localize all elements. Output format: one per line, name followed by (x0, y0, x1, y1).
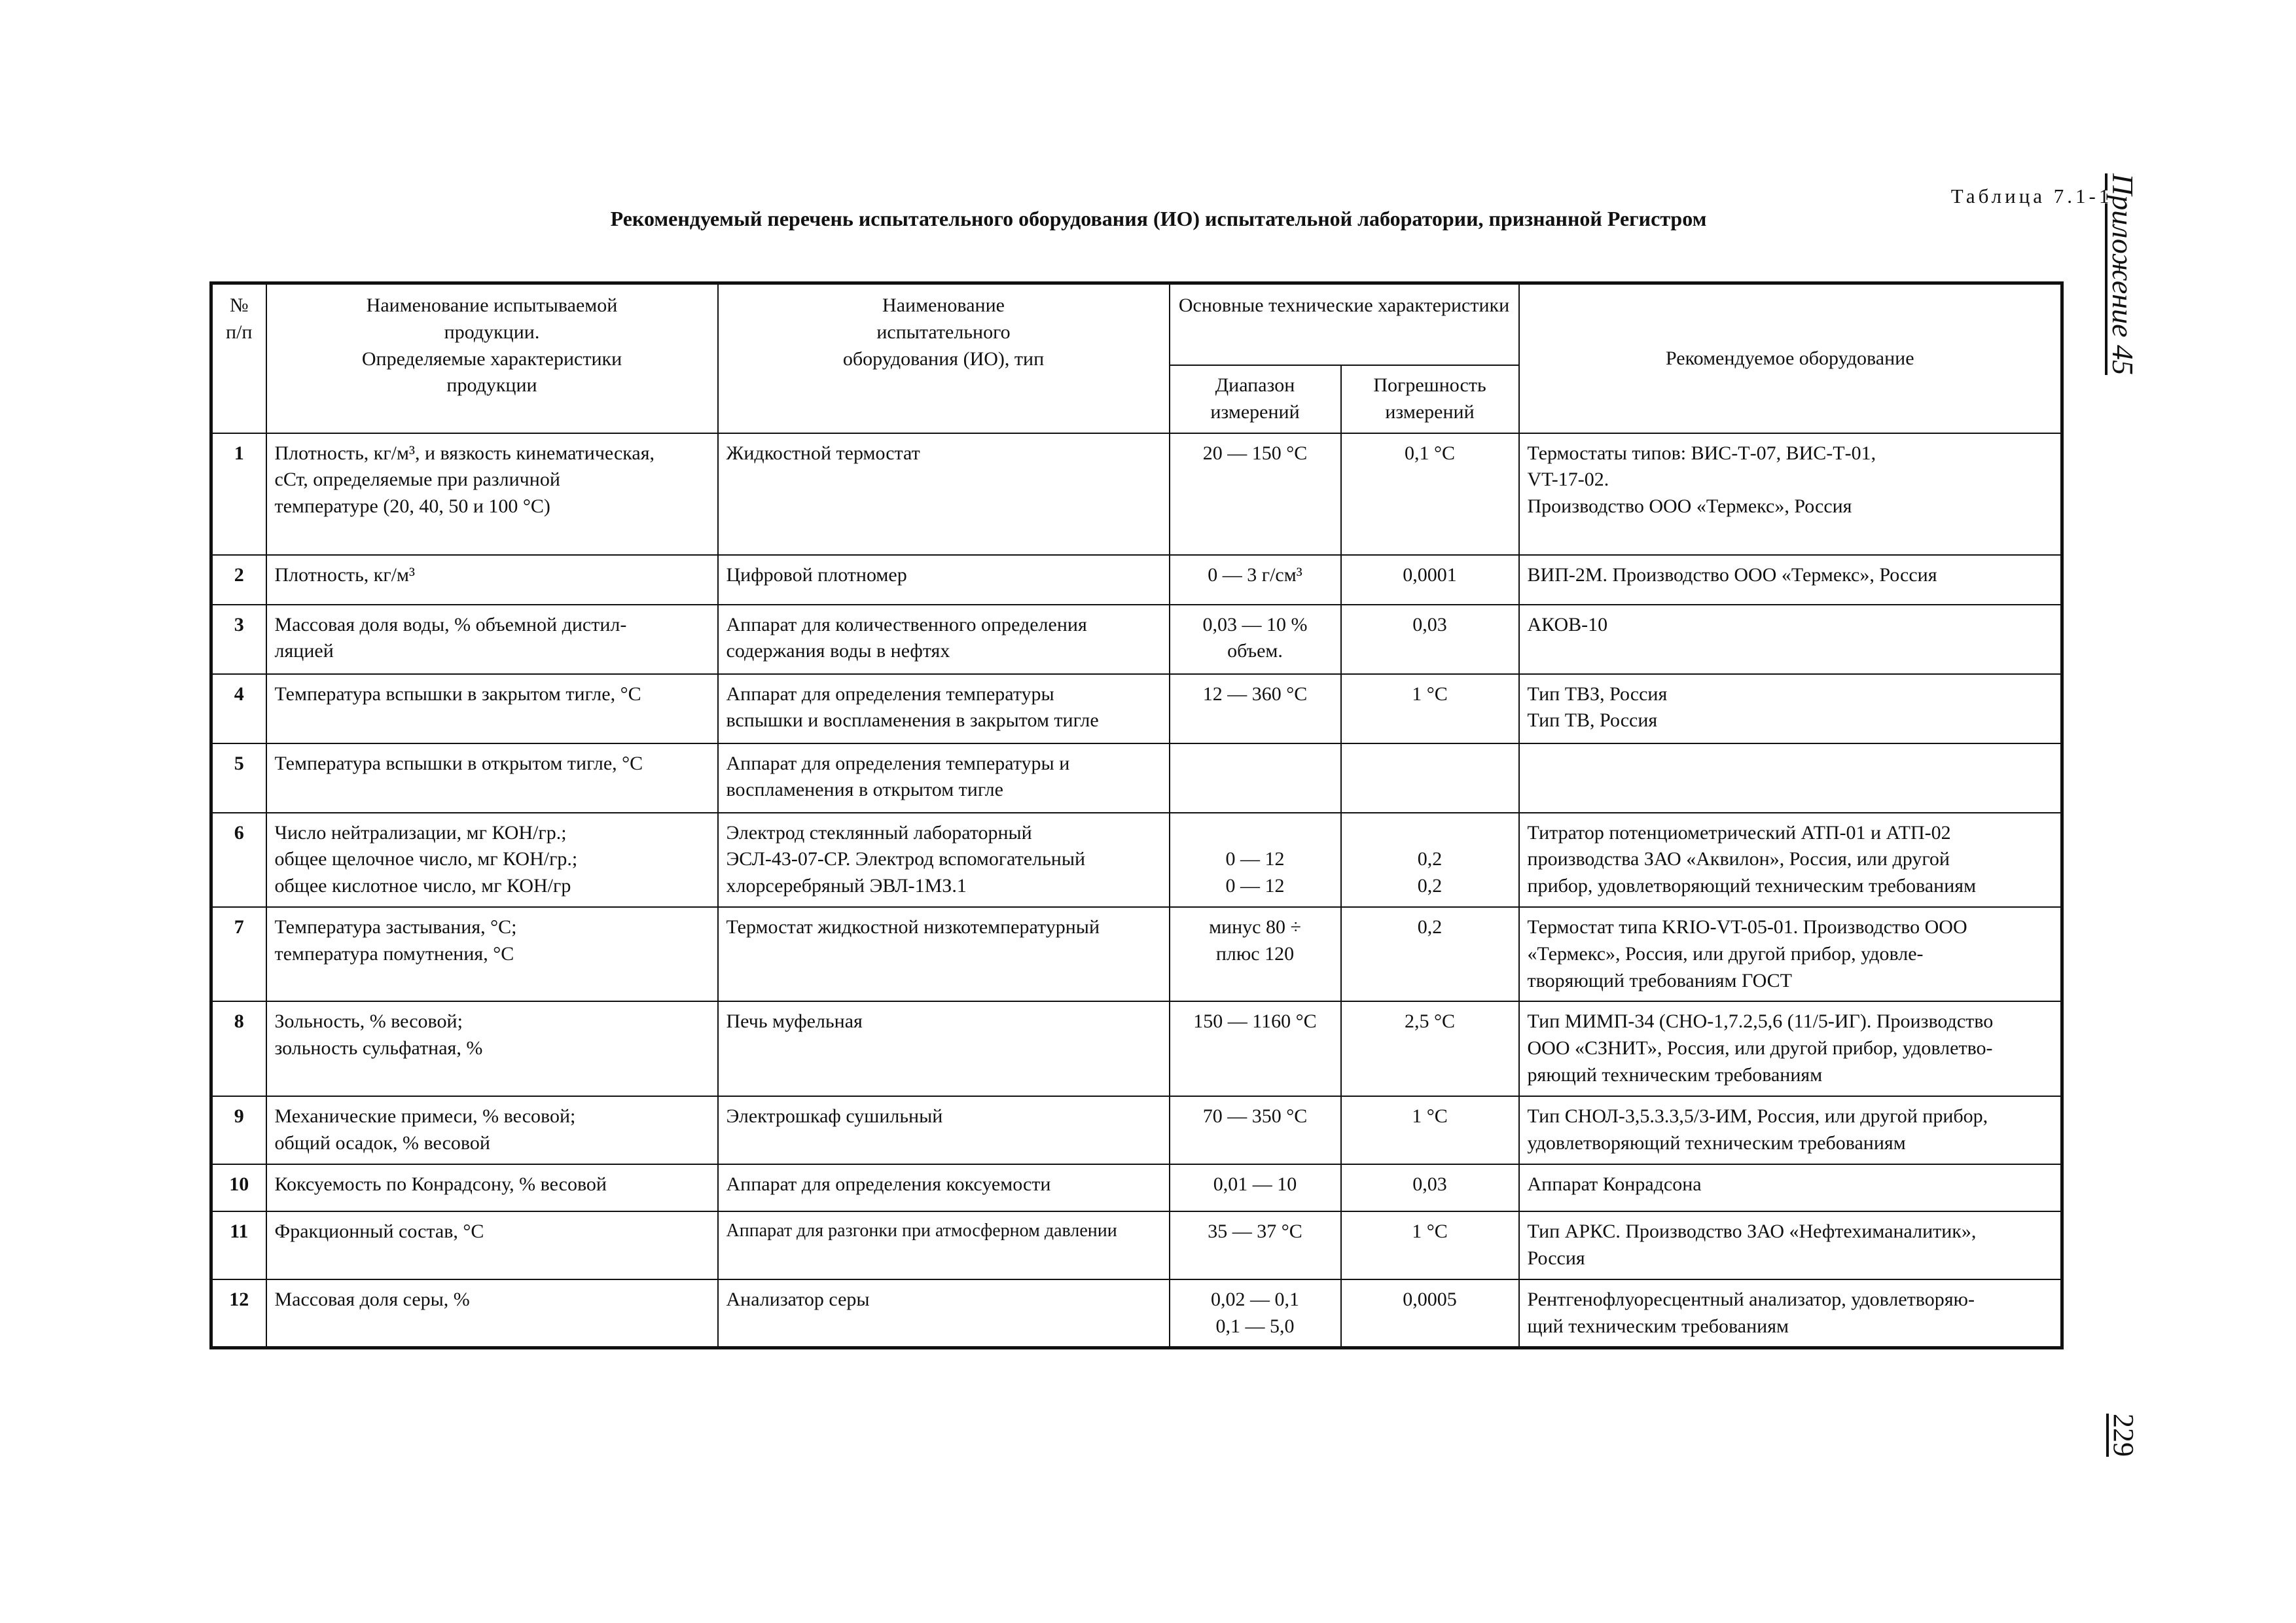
cell-range (1170, 1096, 1341, 1164)
row-range-line: 20 — 150 °С (1202, 442, 1308, 464)
row-equipment-line: хлорсеребряный ЭВЛ-1МЗ.1 (726, 875, 967, 897)
header-product-line: продукции. (444, 321, 540, 343)
row-recommended-line: АКОВ-10 (1527, 613, 1608, 635)
cell-product (266, 555, 718, 605)
header-tech: Основные технические характеристики (1170, 283, 1519, 366)
header-range: Диапазон измерений (1170, 365, 1341, 433)
cell-recommended (1519, 1001, 2062, 1096)
table-number-label: Таблица 7.1-1 (1950, 185, 2113, 207)
row-recommended-line: ООО «СЗНИТ», Россия, или другой прибор, удовлетво- (1527, 1037, 1993, 1060)
row-product-line: Механические примеси, % весовой; (274, 1105, 576, 1127)
cell-product (266, 1211, 718, 1279)
header-equipment (718, 283, 1170, 433)
row-equipment-line: Аппарат для разгонки при атмосферном давлении (726, 1220, 1117, 1241)
row-error-line: 0,2 (1417, 875, 1443, 897)
row-recommended-line: Тип АРКС. Производство ЗАО «Нефтехиманалитик», (1527, 1220, 1977, 1242)
cell-error (1341, 1279, 1519, 1348)
cell-error (1341, 605, 1519, 674)
row-equipment-line: Аппарат для количественного определения (726, 613, 1087, 635)
row-recommended-line: Россия (1527, 1247, 1585, 1269)
header-num: № п/п (211, 283, 266, 433)
row-product-line: общий осадок, % весовой (274, 1132, 490, 1154)
row-equipment-line: Жидкостной термостат (726, 442, 920, 464)
row-product-line: ляцией (274, 640, 334, 662)
row-range-line: 0 — 12 (1225, 848, 1285, 870)
row-number: 4 (211, 674, 266, 743)
row-error-line: 0,2 (1417, 848, 1443, 870)
row-number: 12 (211, 1279, 266, 1348)
header-equipment-line: оборудования (ИО), тип (842, 348, 1045, 370)
row-recommended-line: ряющий техническим требованиям (1527, 1063, 1823, 1086)
row-recommended-line: VT-17-02. (1527, 469, 1609, 491)
row-error-line: 1 °С (1412, 1105, 1448, 1127)
table-title: Рекомендуемый перечень испытательного оборудования (ИО) испытательной лаборатории, признанной Регистром (610, 207, 1707, 230)
appendix-label: Приложение 45 (2106, 173, 2140, 376)
cell-range (1170, 907, 1341, 1001)
cell-error (1341, 674, 1519, 743)
cell-equipment (718, 433, 1170, 555)
cell-recommended (1519, 907, 2062, 1001)
row-product-line: Температура застывания, °С; (274, 916, 517, 938)
row-product-line: Плотность, кг/м³ (274, 563, 415, 586)
row-error-line: 1 °С (1412, 1220, 1448, 1242)
row-equipment-line: воспламенения в открытом тигле (726, 779, 1003, 801)
row-recommended-line: творяющий требованиям ГОСТ (1527, 969, 1793, 991)
row-recommended-line: производства ЗАО «Аквилон», Россия, или другой (1527, 848, 1950, 870)
table-row (211, 555, 2062, 605)
cell-error (1341, 1164, 1519, 1211)
row-range-line: 0 — 12 (1225, 875, 1285, 897)
cell-equipment (718, 1279, 1170, 1348)
cell-error (1341, 1096, 1519, 1164)
cell-range (1170, 1279, 1341, 1348)
cell-error (1341, 433, 1519, 555)
row-error-line: 2,5 °С (1405, 1010, 1456, 1033)
cell-equipment (718, 1164, 1170, 1211)
row-range-line: плюс 120 (1215, 942, 1295, 965)
row-error-line: 0,0001 (1403, 563, 1457, 586)
cell-recommended (1519, 674, 2062, 743)
cell-recommended (1519, 1211, 2062, 1279)
row-product-line: Коксуемость по Конрадсону, % весовой (274, 1173, 607, 1195)
cell-product (266, 1096, 718, 1164)
row-equipment-line: Аппарат для определения коксуемости (726, 1173, 1051, 1195)
cell-recommended (1519, 813, 2062, 907)
table-row (211, 813, 2062, 907)
row-product-line: температура помутнения, °С (274, 942, 514, 965)
row-range-line: 35 — 37 °С (1208, 1220, 1302, 1242)
header-error: Погрешность измерений (1341, 365, 1519, 433)
cell-recommended (1519, 433, 2062, 555)
row-range-line: 0,02 — 0,1 (1211, 1288, 1299, 1310)
row-range-line: 12 — 360 °С (1202, 683, 1308, 705)
cell-product (266, 1164, 718, 1211)
row-error-line: 0,03 (1412, 1173, 1447, 1195)
table-row (211, 674, 2062, 743)
cell-product (266, 907, 718, 1001)
cell-product (266, 674, 718, 743)
row-product-line: общее кислотное число, мг КОН/гр (274, 875, 571, 897)
row-range-line: минус 80 ÷ (1209, 916, 1301, 938)
cell-range (1170, 555, 1341, 605)
row-equipment-line: Электрод стеклянный лабораторный (726, 821, 1032, 844)
row-error-line: 0,0005 (1403, 1288, 1457, 1310)
header-equipment-line: испытательного (876, 321, 1011, 343)
header-recommended: Рекомендуемое оборудование (1519, 283, 2062, 433)
cell-range (1170, 1211, 1341, 1279)
row-error-line: 1 °С (1412, 683, 1448, 705)
cell-error (1341, 907, 1519, 1001)
cell-error (1341, 743, 1519, 813)
cell-recommended (1519, 605, 2062, 674)
table-row (211, 605, 2062, 674)
row-recommended-line: ВИП-2М. Производство ООО «Термекс», Россия (1527, 563, 1937, 586)
row-equipment-line: Цифровой плотномер (726, 563, 907, 586)
row-error-line: 0,2 (1417, 916, 1443, 938)
row-product-line: Температура вспышки в открытом тигле, °С (274, 752, 643, 774)
cell-error (1341, 555, 1519, 605)
row-equipment-line: Анализатор серы (726, 1288, 870, 1310)
row-recommended-line: «Термекс», Россия, или другой прибор, удовле- (1527, 942, 1924, 965)
cell-spacer (1178, 820, 1333, 847)
table-row (211, 1211, 2062, 1279)
row-product-line: температуре (20, 40, 50 и 100 °С) (274, 495, 550, 518)
header-product-line: продукции (446, 374, 537, 397)
cell-range (1170, 674, 1341, 743)
table-row (211, 1096, 2062, 1164)
row-recommended-line: Термостаты типов: ВИС-Т-07, ВИС-Т-01, (1527, 442, 1876, 464)
header-product (266, 283, 718, 433)
row-error-line: 0,03 (1412, 613, 1447, 635)
page-number: 229 (2108, 1414, 2140, 1457)
cell-equipment (718, 813, 1170, 907)
cell-equipment (718, 674, 1170, 743)
row-number: 6 (211, 813, 266, 907)
cell-product (266, 743, 718, 813)
row-recommended-line: Производство ООО «Термекс», Россия (1527, 495, 1852, 518)
row-error-line: 0,1 °С (1405, 442, 1456, 464)
cell-product (266, 433, 718, 555)
row-number: 7 (211, 907, 266, 1001)
row-recommended-line: Тип МИМП-34 (СНО-1,7.2,5,6 (11/5-ИГ). Производство (1527, 1010, 1994, 1033)
cell-equipment (718, 907, 1170, 1001)
cell-error (1341, 813, 1519, 907)
row-product-line: Число нейтрализации, мг КОН/гр.; (274, 821, 567, 844)
table-header-row (211, 283, 2062, 366)
row-recommended-line: прибор, удовлетворяющий техническим требованиям (1527, 875, 1977, 897)
row-equipment-line: содержания воды в нефтях (726, 640, 950, 662)
row-product-line: Плотность, кг/м³, и вязкость кинематическая, (274, 442, 655, 464)
cell-range (1170, 605, 1341, 674)
row-equipment-line: Термостат жидкостной низкотемпературный (726, 916, 1100, 938)
row-number: 5 (211, 743, 266, 813)
row-number: 10 (211, 1164, 266, 1211)
cell-recommended (1519, 555, 2062, 605)
cell-equipment (718, 555, 1170, 605)
cell-product (266, 605, 718, 674)
row-number: 11 (211, 1211, 266, 1279)
cell-recommended (1519, 1096, 2062, 1164)
row-range-line: 0 — 3 г/см³ (1208, 563, 1302, 586)
table-row (211, 743, 2062, 813)
cell-recommended (1519, 743, 2062, 813)
row-product-line: Фракционный состав, °С (274, 1220, 484, 1242)
cell-equipment (718, 1096, 1170, 1164)
cell-range (1170, 743, 1341, 813)
row-product-line: Массовая доля серы, % (274, 1288, 470, 1310)
cell-equipment (718, 1211, 1170, 1279)
row-recommended-line: Аппарат Конрадсона (1527, 1173, 1702, 1195)
cell-spacer (1350, 820, 1511, 847)
row-recommended-line: Тип ТВЗ, Россия (1527, 683, 1668, 705)
row-recommended-line: Тип СНОЛ-3,5.3.3,5/3-ИМ, Россия, или другой прибор, (1527, 1105, 1988, 1127)
header-equipment-line: Наименование (882, 294, 1005, 316)
row-product-line: Массовая доля воды, % объемной дистил- (274, 613, 627, 635)
row-recommended-line: удовлетворяющий техническим требованиям (1527, 1132, 1906, 1154)
cell-range (1170, 1001, 1341, 1096)
row-number: 9 (211, 1096, 266, 1164)
table-row (211, 1164, 2062, 1211)
row-product-line: Температура вспышки в закрытом тигле, °С (274, 683, 641, 705)
row-range-line: 70 — 350 °С (1202, 1105, 1308, 1127)
row-product-line: общее щелочное число, мг КОН/гр.; (274, 848, 578, 870)
row-recommended-line: Титратор потенциометрический АТП-01 и АТП-02 (1527, 821, 1951, 844)
equipment-table (209, 281, 2064, 1349)
cell-equipment (718, 743, 1170, 813)
row-equipment-line: Аппарат для определения температуры (726, 683, 1054, 705)
row-number: 2 (211, 555, 266, 605)
table-row (211, 433, 2062, 555)
row-equipment-line: Электрошкаф сушильный (726, 1105, 943, 1127)
cell-product (266, 1001, 718, 1096)
row-number: 3 (211, 605, 266, 674)
table-row (211, 907, 2062, 1001)
table-row (211, 1279, 2062, 1348)
row-recommended-line: Тип ТВ, Россия (1527, 709, 1658, 732)
row-product-line: сСт, определяемые при различной (274, 469, 560, 491)
row-equipment-line: Аппарат для определения температуры и (726, 752, 1070, 774)
header-product-line: Наименование испытываемой (366, 294, 618, 316)
row-recommended-line: Термостат типа KRIO-VT-05-01. Производство ООО (1527, 916, 1967, 938)
row-range-line: 150 — 1160 °С (1193, 1010, 1317, 1033)
row-range-line: 0,1 — 5,0 (1215, 1315, 1295, 1337)
cell-range (1170, 813, 1341, 907)
row-range-line: объем. (1227, 640, 1283, 662)
row-equipment-line: ЭСЛ-43-07-СР. Электрод вспомогательный (726, 848, 1086, 870)
row-product-line: зольность сульфатная, % (274, 1037, 483, 1060)
row-number: 1 (211, 433, 266, 555)
row-recommended-line: Рентгенофлуоресцентный анализатор, удовлетворяю- (1527, 1288, 1975, 1310)
cell-range (1170, 1164, 1341, 1211)
row-product-line: Зольность, % весовой; (274, 1010, 463, 1033)
header-product-line: Определяемые характеристики (361, 348, 622, 370)
table-row (211, 1001, 2062, 1096)
row-range-line: 0,01 — 10 (1213, 1173, 1297, 1195)
cell-error (1341, 1001, 1519, 1096)
cell-equipment (718, 1001, 1170, 1096)
row-range-line: 0,03 — 10 % (1202, 613, 1308, 635)
cell-product (266, 813, 718, 907)
cell-product (266, 1279, 718, 1348)
row-equipment-line: вспышки и воспламенения в закрытом тигле (726, 709, 1099, 732)
cell-range (1170, 433, 1341, 555)
cell-recommended (1519, 1279, 2062, 1348)
row-recommended-line: щий техническим требованиям (1527, 1315, 1789, 1337)
cell-equipment (718, 605, 1170, 674)
cell-error (1341, 1211, 1519, 1279)
row-equipment-line: Печь муфельная (726, 1010, 863, 1033)
row-number: 8 (211, 1001, 266, 1096)
cell-recommended (1519, 1164, 2062, 1211)
